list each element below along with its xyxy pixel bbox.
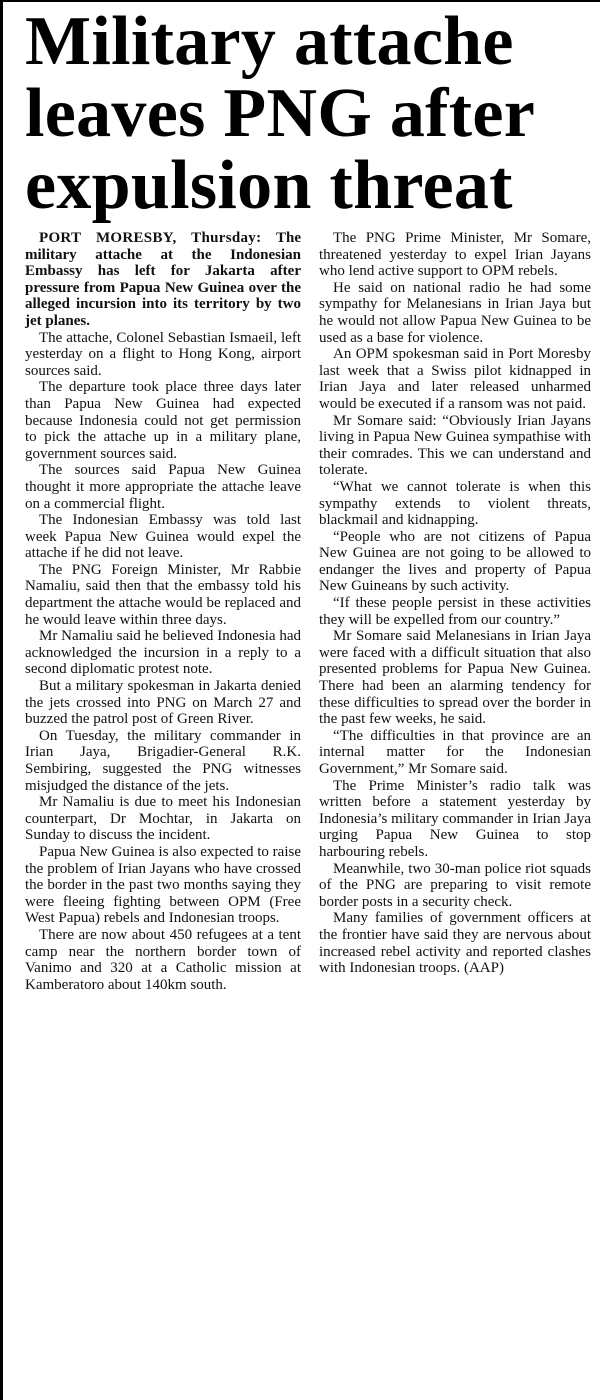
- article-paragraph: “What we cannot tolerate is when this sympathy extends to violent threats, blackmail and kidnapping.: [319, 478, 591, 529]
- article-column-left: [3, 228, 313, 1398]
- article-paragraph: The attache, Colonel Sebastian Ismaeil, left yesterday on a flight to Hong Kong, airport sources said.: [25, 329, 301, 379]
- article-paragraph: Many families of government officers at the frontier have said they are nervous about increased rebel activity and reported clashes with Indonesian troops. (AAP): [319, 910, 591, 977]
- article-paragraph: “The difficulties in that province are an internal matter for the Indonesian Government,” Mr Somare said.: [319, 727, 591, 777]
- headline: [3, 2, 600, 224]
- article-paragraph: Mr Namaliu is due to meet his Indonesian counterpart, Dr Mochtar, in Jakarta on Sunday to discuss the incident.: [25, 794, 301, 844]
- article-paragraph: The Indonesian Embassy was told last week Papua New Guinea would expel the attache if he did not leave.: [25, 512, 301, 562]
- article-paragraph: “People who are not citizens of Papua New Guinea are not going to be allowed to endanger the lives and property of Papua New Guineans by such activity.: [319, 528, 591, 595]
- headline-line-2: leaves PNG after: [25, 75, 536, 152]
- article-paragraph: The PNG Prime Minister, Mr Somare, threatened yesterday to expel Irian Jayans who lend active support to OPM rebels.: [319, 230, 591, 280]
- lead-text: The military attache at the Indonesian Embassy has left for Jakarta after pressure from Papua New Guinea over the alleged incursion into its territory by two jet planes.: [25, 230, 301, 329]
- article-paragraph: An OPM spokesman said in Port Moresby last week that a Swiss pilot kidnapped in Irian Jaya and later released unharmed would be executed if a ransom was not paid.: [319, 346, 591, 412]
- article-paragraph: Meanwhile, two 30-man police riot squads of the PNG are preparing to visit remote border posts in a security check.: [319, 860, 591, 910]
- article-paragraph: Mr Somare said Melanesians in Irian Jaya were faced with a difficult situation that also presented problems for Papua New Guinea. There had been an alarming tendency for these difficulties to spread over the border in the past few weeks, he said.: [319, 628, 591, 728]
- article-paragraph: The sources said Papua New Guinea thought it more appropriate the attache leave on a commercial flight.: [25, 462, 301, 512]
- article-paragraph: Papua New Guinea is also expected to raise the problem of Irian Jayans who have crossed the border in the past two months saying they were fleeing fighting between OPM (Free West Papua) rebels and Indonesian troops.: [25, 843, 301, 927]
- article-paragraph: The PNG Foreign Minister, Mr Rabbie Namaliu, said then that the embassy told his department the attache would be replaced and he would leave within three days.: [25, 561, 301, 628]
- dateline: PORT MORESBY, Thursday:: [39, 230, 262, 246]
- article-paragraph: “If these people persist in these activities they will be expelled from our country.”: [319, 595, 591, 628]
- article-paragraph: But a military spokesman in Jakarta denied the jets crossed into PNG on March 27 and buzzed the patrol post of Green River.: [25, 678, 301, 728]
- headline-line-1: Military attache: [25, 3, 514, 80]
- article-paragraph: The departure took place three days later than Papua New Guinea had expected because Indonesia could not get permission to pick the attache up in a military plane, government sources said.: [25, 379, 301, 462]
- article-paragraph: Mr Namaliu said he believed Indonesia had acknowledged the incursion in a reply to a second diplomatic protest note.: [25, 628, 301, 678]
- article-body: [3, 228, 600, 1398]
- article-column-right: [313, 228, 600, 1398]
- article-paragraph: He said on national radio he had some sympathy for Melanesians in Irian Jaya but he would not allow Papua New Guinea to be used as a base for violence.: [319, 279, 591, 346]
- article-paragraph: The Prime Minister’s radio talk was written before a statement yesterday by Indonesia’s military commander in Irian Jaya urging Papua New Guinea to stop harbouring rebels.: [319, 777, 591, 860]
- article-paragraph: Mr Somare said: “Obviously Irian Jayans living in Papua New Guinea sympathise with their comrades. This we can understand and tolerate.: [319, 412, 591, 479]
- article-paragraph: On Tuesday, the military commander in Irian Jaya, Brigadier-General R.K. Sembiring, suggested the PNG witnesses misjudged the distance of the jets.: [25, 727, 301, 794]
- headline-line-3: expulsion threat: [25, 147, 513, 224]
- article-paragraph: There are now about 450 refugees at a tent camp near the northern border town of Vanimo and 320 at a Catholic mission at Kamberatoro about 140km south.: [25, 926, 301, 993]
- article-lead-paragraph: [25, 230, 301, 330]
